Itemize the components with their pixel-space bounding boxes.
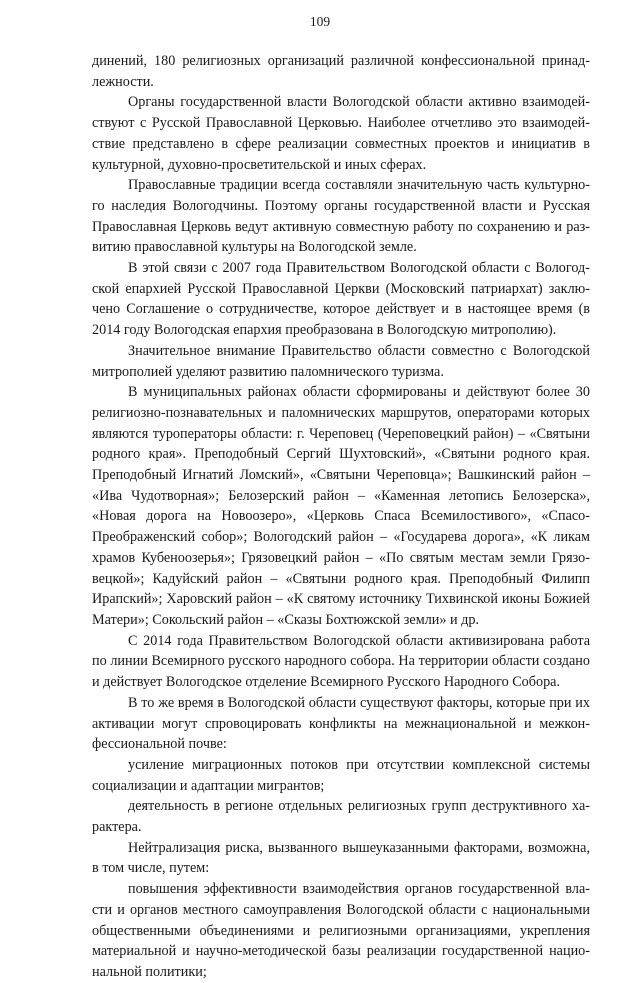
- body-text: [92, 51, 590, 983]
- list-item: деятельность в регионе отдельных религиозных групп деструктивного характера.: [92, 798, 590, 836]
- paragraph: В этой связи с 2007 года Правительством Вологодской области с Вологодской епархией Русской Православной Церкви (Московский патриархат) заключено Соглашение о сотрудничестве, которое действует и в настоящее время (в 2014 году Вологодская епархия преобразована в Вологодскую митрополию).: [92, 260, 590, 339]
- paragraph: Православные традиции всегда составляли значительную часть культурного наследия Вологодчины. Поэтому органы государственной власти и Русская Православная Церковь ведут активную совместную работу по сохранению и развитию православной культуры на Вологодской земле.: [92, 177, 590, 256]
- paragraph: С 2014 года Правительством Вологодской области активизирована работа по линии Всемирного русского народного собора. На территории области создано и действует Вологодское отделение Всемирного Русского Народного Собора.: [92, 632, 590, 691]
- paragraph: Органы государственной власти Вологодской области активно взаимодействуют с Русской Православной Церковью. Наиболее отчетливо это взаимодействие представлено в сфере реализации совместных проектов и инициатив в культурной, духовно-просветительской и иных сферах.: [92, 94, 590, 173]
- paragraph: Значительное внимание Правительство области совместно с Вологодской митрополией уделяют развитию паломнического туризма.: [92, 342, 590, 380]
- list-item: повышения эффективности взаимодействия органов государственной власти и органов местного самоуправления Вологодской области с национальными общественными объединениями и религиозными организациями, укрепления материальной и научно-методической базы реализации государственной национальной политики;: [92, 881, 590, 980]
- list-item: усиление миграционных потоков при отсутствии комплексной системы социализации и адаптации мигрантов;: [92, 756, 590, 794]
- paragraph: В муниципальных районах области сформированы и действуют более 30 религиозно-познавательных и паломнических маршрутов, операторами которых являются туроператоры области: г. Череповец (Череповецкий район) – «Святыни родного края». Преподобный Сергий Шухтовский», «Святыни родного края. Преподобный Игнатий Ломский», «Святыни Череповца»; Вашкинский район – «Ива Чудотворная»; Белозерский район – «Каменная летопись Белозерска», «Новая дорога на Новоозеро», «Церковь Спаса Всемилостивого», «Спасо-Преображенский собор»; Вологодский район – «Государева дорога», «К ликам храмов Кубеноозерья»; Грязовецкий район – «По святым местам земли Грязовецкой»; Кадуйский район – «Святыни родного края. Преподобный Филипп Ирапский»; Харовский район – «К святому источнику Тихвинской иконы Божией Матери»; Сокольский район – «Сказы Бохтюжской земли» и др.: [92, 384, 590, 628]
- paragraph: динений, 180 религиозных организаций различной конфессиональной принадлежности.: [92, 53, 590, 90]
- paragraph: В то же время в Вологодской области существуют факторы, которые при их активации могут спровоцировать конфликты на межнациональной и межконфессиональной почве:: [92, 694, 590, 753]
- paragraph: Нейтрализация риска, вызванного вышеуказанными факторами, возможна, в том числе, путем:: [92, 839, 590, 877]
- page-number: 109: [309, 14, 331, 29]
